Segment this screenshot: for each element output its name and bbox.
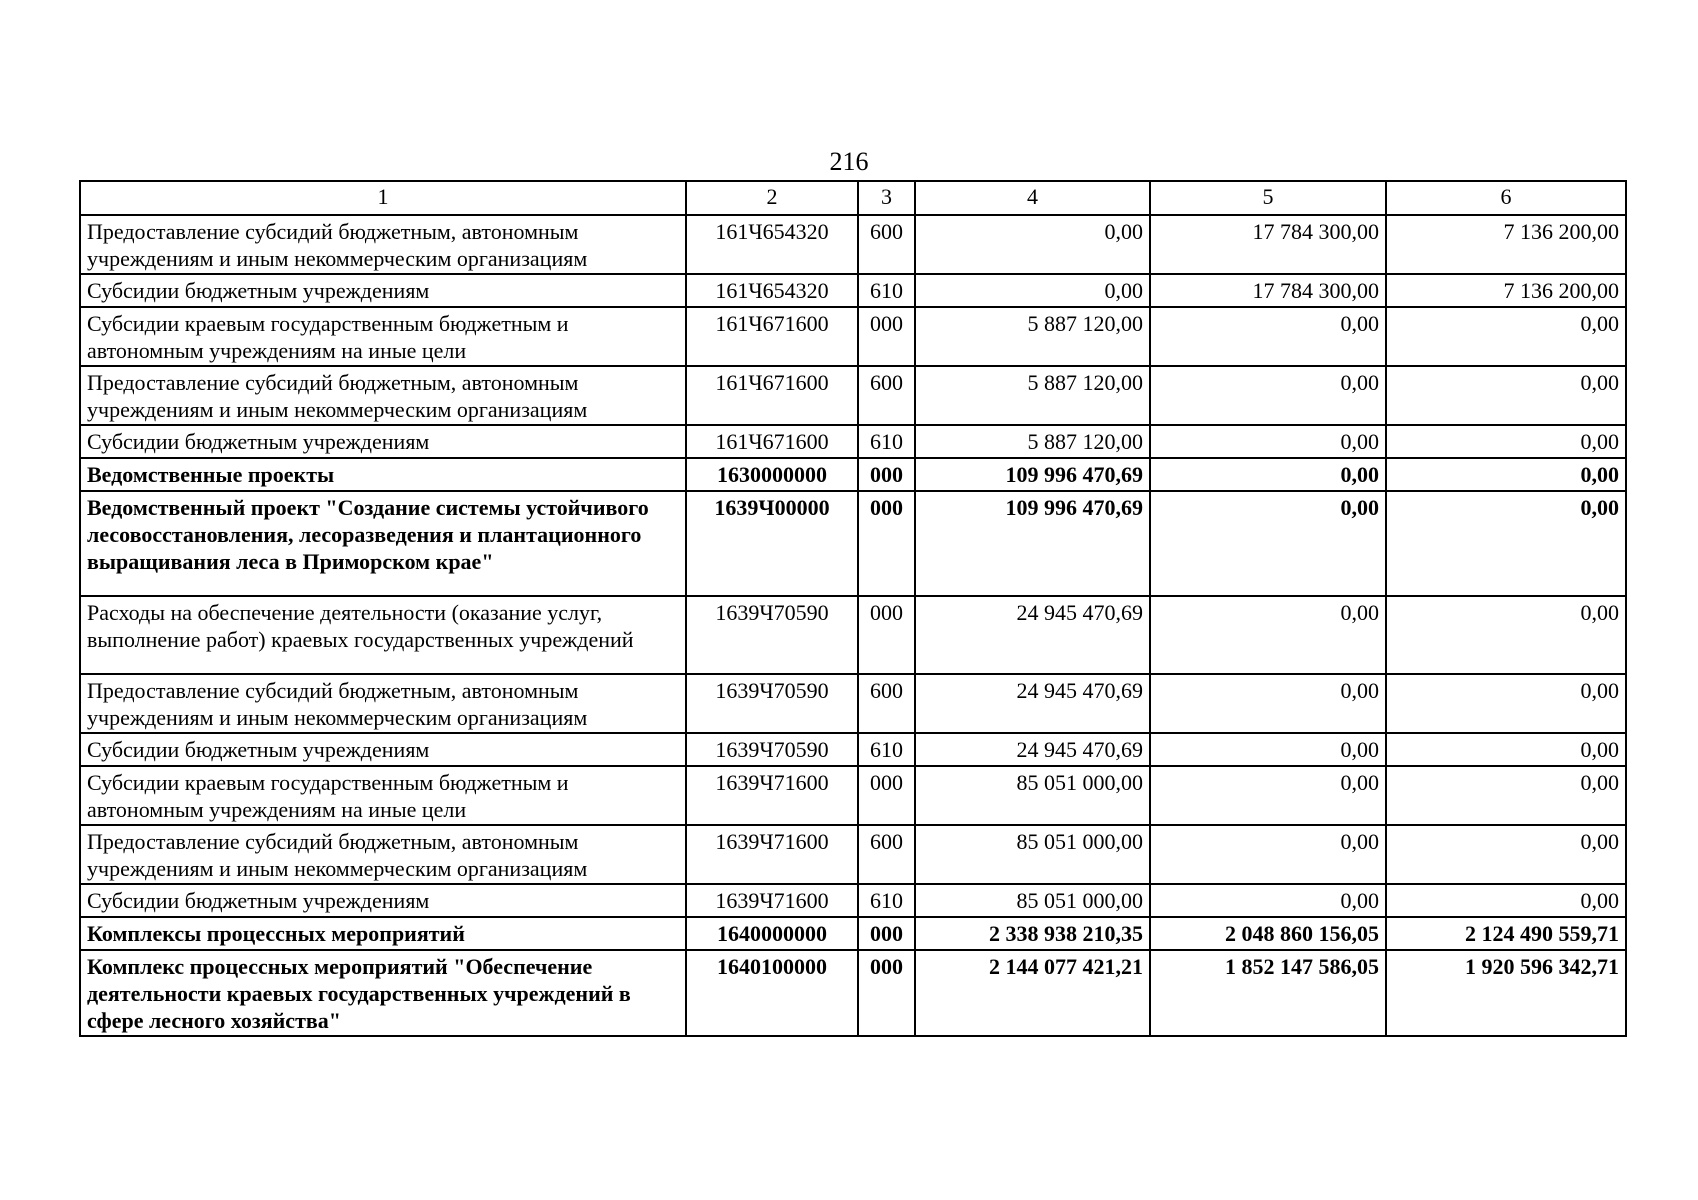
row-name: Предоставление субсидий бюджетным, автономным учреждениям и иным некоммерческим организациям: [80, 674, 686, 733]
row-name: Предоставление субсидий бюджетным, автономным учреждениям и иным некоммерческим организациям: [80, 825, 686, 884]
table-row: [80, 825, 1626, 884]
row-code: 1639Ч70590: [686, 733, 858, 766]
row-name: Субсидии краевым государственным бюджетным и автономным учреждениям на иные цели: [80, 307, 686, 366]
table-row: [80, 307, 1626, 366]
row-code: 1640000000: [686, 917, 858, 950]
row-type: 600: [858, 215, 915, 274]
column-header: 1: [80, 181, 686, 215]
row-name: Ведомственные проекты: [80, 458, 686, 491]
row-type: 000: [858, 950, 915, 1036]
row-value-col5: 1 852 147 586,05: [1150, 950, 1386, 1036]
row-type: 610: [858, 733, 915, 766]
column-header: 3: [858, 181, 915, 215]
row-value-col4: 85 051 000,00: [915, 884, 1150, 917]
row-value-col4: 5 887 120,00: [915, 425, 1150, 458]
row-value-col4: 24 945 470,69: [915, 674, 1150, 733]
row-value-col4: 5 887 120,00: [915, 366, 1150, 425]
row-name: Субсидии бюджетным учреждениям: [80, 884, 686, 917]
row-value-col6: 0,00: [1386, 307, 1626, 366]
row-value-col6: 0,00: [1386, 825, 1626, 884]
row-code: 161Ч671600: [686, 307, 858, 366]
row-value-col5: 0,00: [1150, 425, 1386, 458]
page-number: 216: [829, 147, 869, 176]
table-row: [80, 674, 1626, 733]
row-value-col6: 7 136 200,00: [1386, 274, 1626, 307]
row-value-col6: 7 136 200,00: [1386, 215, 1626, 274]
row-value-col4: 2 338 938 210,35: [915, 917, 1150, 950]
row-code: 161Ч671600: [686, 425, 858, 458]
row-code: 1639Ч70590: [686, 596, 858, 674]
row-value-col4: 5 887 120,00: [915, 307, 1150, 366]
row-code: 1639Ч71600: [686, 884, 858, 917]
row-value-col5: 2 048 860 156,05: [1150, 917, 1386, 950]
row-value-col4: 0,00: [915, 215, 1150, 274]
table-row: [80, 950, 1626, 1036]
row-name: Субсидии бюджетным учреждениям: [80, 274, 686, 307]
row-value-col4: 85 051 000,00: [915, 825, 1150, 884]
table-row: [80, 366, 1626, 425]
table-row: [80, 884, 1626, 917]
row-type: 610: [858, 274, 915, 307]
row-code: 1639Ч71600: [686, 825, 858, 884]
row-name: Предоставление субсидий бюджетным, автономным учреждениям и иным некоммерческим организациям: [80, 215, 686, 274]
budget-table: [79, 180, 1627, 1037]
row-value-col4: 24 945 470,69: [915, 596, 1150, 674]
table-row: [80, 733, 1626, 766]
row-value-col4: 0,00: [915, 274, 1150, 307]
row-value-col5: 0,00: [1150, 674, 1386, 733]
row-value-col4: 24 945 470,69: [915, 733, 1150, 766]
column-header: 4: [915, 181, 1150, 215]
row-name: Субсидии краевым государственным бюджетным и автономным учреждениям на иные цели: [80, 766, 686, 825]
row-value-col6: 0,00: [1386, 491, 1626, 596]
row-value-col6: 1 920 596 342,71: [1386, 950, 1626, 1036]
row-code: 161Ч671600: [686, 366, 858, 425]
table-row: [80, 425, 1626, 458]
row-value-col6: 0,00: [1386, 733, 1626, 766]
row-value-col6: 0,00: [1386, 596, 1626, 674]
column-header: 6: [1386, 181, 1626, 215]
row-value-col6: 2 124 490 559,71: [1386, 917, 1626, 950]
row-type: 000: [858, 596, 915, 674]
column-header: 2: [686, 181, 858, 215]
row-name: Субсидии бюджетным учреждениям: [80, 425, 686, 458]
row-value-col5: 17 784 300,00: [1150, 274, 1386, 307]
row-code: 1630000000: [686, 458, 858, 491]
row-type: 610: [858, 425, 915, 458]
row-type: 000: [858, 917, 915, 950]
row-type: 610: [858, 884, 915, 917]
row-code: 1639Ч70590: [686, 674, 858, 733]
row-value-col5: 0,00: [1150, 596, 1386, 674]
row-type: 600: [858, 674, 915, 733]
row-type: 600: [858, 366, 915, 425]
row-value-col4: 85 051 000,00: [915, 766, 1150, 825]
row-code: 161Ч654320: [686, 215, 858, 274]
table-row: [80, 596, 1626, 674]
table-row: [80, 458, 1626, 491]
row-value-col5: 0,00: [1150, 733, 1386, 766]
row-value-col5: 0,00: [1150, 766, 1386, 825]
row-value-col6: 0,00: [1386, 674, 1626, 733]
row-name: Субсидии бюджетным учреждениям: [80, 733, 686, 766]
row-code: 1639Ч71600: [686, 766, 858, 825]
row-value-col6: 0,00: [1386, 458, 1626, 491]
row-name: Комплекс процессных мероприятий "Обеспечение деятельности краевых государственных учреждений в сфере лесного хозяйства": [80, 950, 686, 1036]
row-value-col6: 0,00: [1386, 766, 1626, 825]
row-value-col5: 0,00: [1150, 884, 1386, 917]
row-value-col4: 2 144 077 421,21: [915, 950, 1150, 1036]
row-name: Ведомственный проект "Создание системы устойчивого лесовосстановления, лесоразведения и плантационного выращивания леса в Приморском крае": [80, 491, 686, 596]
table-row: [80, 917, 1626, 950]
row-value-col5: 0,00: [1150, 366, 1386, 425]
row-name: Расходы на обеспечение деятельности (оказание услуг, выполнение работ) краевых государственных учреждений: [80, 596, 686, 674]
row-value-col5: 0,00: [1150, 307, 1386, 366]
row-value-col5: 0,00: [1150, 491, 1386, 596]
row-type: 000: [858, 491, 915, 596]
row-value-col4: 109 996 470,69: [915, 491, 1150, 596]
row-value-col6: 0,00: [1386, 425, 1626, 458]
table-header-row: [80, 181, 1626, 215]
row-value-col6: 0,00: [1386, 366, 1626, 425]
table-row: [80, 274, 1626, 307]
table-row: [80, 215, 1626, 274]
row-value-col6: 0,00: [1386, 884, 1626, 917]
table-row: [80, 491, 1626, 596]
table-row: [80, 766, 1626, 825]
row-type: 000: [858, 307, 915, 366]
column-header: 5: [1150, 181, 1386, 215]
row-value-col5: 0,00: [1150, 825, 1386, 884]
row-type: 600: [858, 825, 915, 884]
row-name: Предоставление субсидий бюджетным, автономным учреждениям и иным некоммерческим организациям: [80, 366, 686, 425]
row-name: Комплексы процессных мероприятий: [80, 917, 686, 950]
row-value-col4: 109 996 470,69: [915, 458, 1150, 491]
row-code: 161Ч654320: [686, 274, 858, 307]
row-type: 000: [858, 766, 915, 825]
row-value-col5: 17 784 300,00: [1150, 215, 1386, 274]
row-code: 1639Ч00000: [686, 491, 858, 596]
row-code: 1640100000: [686, 950, 858, 1036]
row-value-col5: 0,00: [1150, 458, 1386, 491]
row-type: 000: [858, 458, 915, 491]
